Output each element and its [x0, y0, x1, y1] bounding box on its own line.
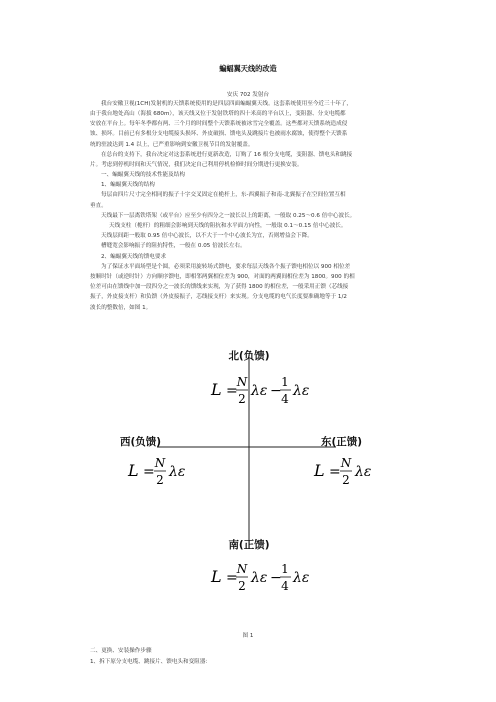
formula-symbol: λε — [355, 464, 372, 480]
formula-symbol: 4 — [281, 579, 289, 593]
south-label: 南(正馈) — [228, 539, 270, 551]
paragraph-line: 统的驻波达到 1.4 以上，已严重影响到安徽卫视节目的发射覆盖。 — [90, 142, 254, 148]
formula-symbol: L — [314, 461, 325, 480]
formula-symbol: λε — [293, 570, 310, 586]
paragraph-line: 天线最下一层离铁塔架（或平台）应至少有四分之一波长以上的距离，一般取 0.25～0.6 倍中心波长。 — [101, 213, 356, 219]
formula-symbol: 2 — [238, 392, 246, 406]
paragraph-line: 我台安徽卫视(1CH)发射机的天馈系统使用的是四层四面蝙蝠翼天线。这套系统使用至今近三十年了， — [101, 101, 352, 107]
formula-symbol: λε — [251, 570, 268, 586]
formula-symbol: − — [270, 383, 282, 399]
formula-symbol: N — [236, 375, 248, 389]
formula-symbol: λε — [251, 383, 268, 399]
paragraph-line: 天线层间距一般取 0.95 倍中心波长，以不大于一个中心波长为宜，否则增益会下降。 — [101, 233, 313, 239]
paragraph-line: 为了保证水平面场型是个圆，必须采用旋转场式馈电，要求每层天线各个振子馈电相位以 900 相位差 — [101, 264, 351, 270]
formula-symbol: λε — [169, 464, 186, 480]
section-heading: 一、蝙蝠翼天线的技术性能及结构 — [101, 172, 185, 178]
formula-symbol: N — [340, 456, 352, 470]
paragraph-line: 1、拆下原分支电缆、跳接片、馈电头和变阻器： — [90, 659, 212, 665]
north-label: 北(负馈) — [228, 350, 270, 362]
paragraph-line: 蚀、损坏。目前已有多根分支电缆接头损坏、外皮破损、馈电头及跳接片也被雨水腐蚀，使得整个天馈系 — [90, 131, 348, 137]
paragraph-line: 片。考虑到停机时间和天气情况，我们决定自己利用停机检修时间分期进行更换安装。 — [90, 162, 303, 168]
formula-symbol: = — [143, 464, 155, 480]
subsection-heading: 2、蝙蝠翼天线的馈电要求 — [101, 254, 167, 260]
formula-symbol: 1 — [281, 375, 289, 389]
paragraph-line: 波长的整数倍，如图 1。 — [90, 305, 152, 311]
formula-north — [210, 375, 309, 406]
west-label: 西(负馈) — [120, 436, 162, 448]
paragraph-line: 由于我台地处高山（海拔 680m），该天线又位于发射铁塔的四十米高的平台以上，变阻器、分支电缆都 — [90, 111, 346, 117]
formula-symbol: L — [128, 461, 139, 480]
paragraph-line: 振子，外皮接支杆）和负馈（外皮接振子，芯线接支杆）来实现。分支电缆的电气长度要准确地等于 1/2 — [90, 294, 347, 300]
formula-symbol: N — [236, 562, 248, 576]
figure-caption: 图 1 — [242, 633, 254, 639]
formula-symbol: λε — [293, 383, 310, 399]
formula-symbol: 4 — [281, 392, 289, 406]
formula-symbol: − — [270, 570, 282, 586]
east-label: 东(正馈) — [321, 436, 363, 448]
formula-symbol: 2 — [342, 473, 350, 487]
paragraph-line: 按顺时针（或逆时针）方向顺序馈电，即相邻两翼相位差为 900，对面的两翼间相位差为 1800。900 的相 — [90, 274, 355, 280]
formula-symbol: N — [154, 456, 166, 470]
formula-symbol: 2 — [156, 473, 164, 487]
document-title: 蝙蝠翼天线的改造 — [219, 64, 277, 73]
formula-symbol: = — [226, 383, 238, 399]
formula-symbol: L — [211, 380, 222, 399]
paragraph-line: 位差可由在馈线中加一段四分之一波长的馈线来实现，为了获得 1800 的相位差，一般采用正馈（芯线接 — [90, 284, 349, 290]
formula-symbol: 2 — [238, 579, 246, 593]
document-author: 安庆 702 发射台 — [226, 92, 270, 98]
paragraph-line: 垂直。 — [90, 203, 107, 209]
paragraph-line: 安放在平台上。每年冬季都有两、三个月的时间整个天馈系统被冰雪完全覆盖。这些都对天馈系统造成侵 — [90, 121, 348, 127]
formula-symbol: L — [211, 567, 222, 586]
formula-east — [313, 456, 371, 487]
paragraph-line: 天线支柱（桅杆）的粗细会影响到天线的阻抗和水平面方向性，一般取 0.1～0.15 倍中心波长。 — [109, 223, 347, 229]
formula-symbol: = — [329, 464, 341, 480]
formula-symbol: 1 — [281, 562, 289, 576]
paragraph-line: 每层由四片尺寸完全相同的振子十字交叉固定在桅杆上，东-西翼振子和南-北翼振子在空间位置互相 — [101, 192, 346, 198]
paragraph-line: 在总台的支持下，我台决定对这套系统进行更新改造，订购了 16 根分支电缆，变阻器、馈电头和跳接 — [101, 152, 353, 158]
section-heading: 二、更换、安装操作步骤 — [90, 648, 152, 654]
formula-south — [210, 562, 309, 593]
paragraph-line: 槽缝宽会影响振子的阻抗特性，一般在 0.05 倍波长左右。 — [101, 243, 246, 249]
formula-symbol: = — [226, 570, 238, 586]
subsection-heading: 1、蝙蝠翼天线的结构 — [101, 182, 155, 188]
formula-west — [127, 456, 185, 487]
